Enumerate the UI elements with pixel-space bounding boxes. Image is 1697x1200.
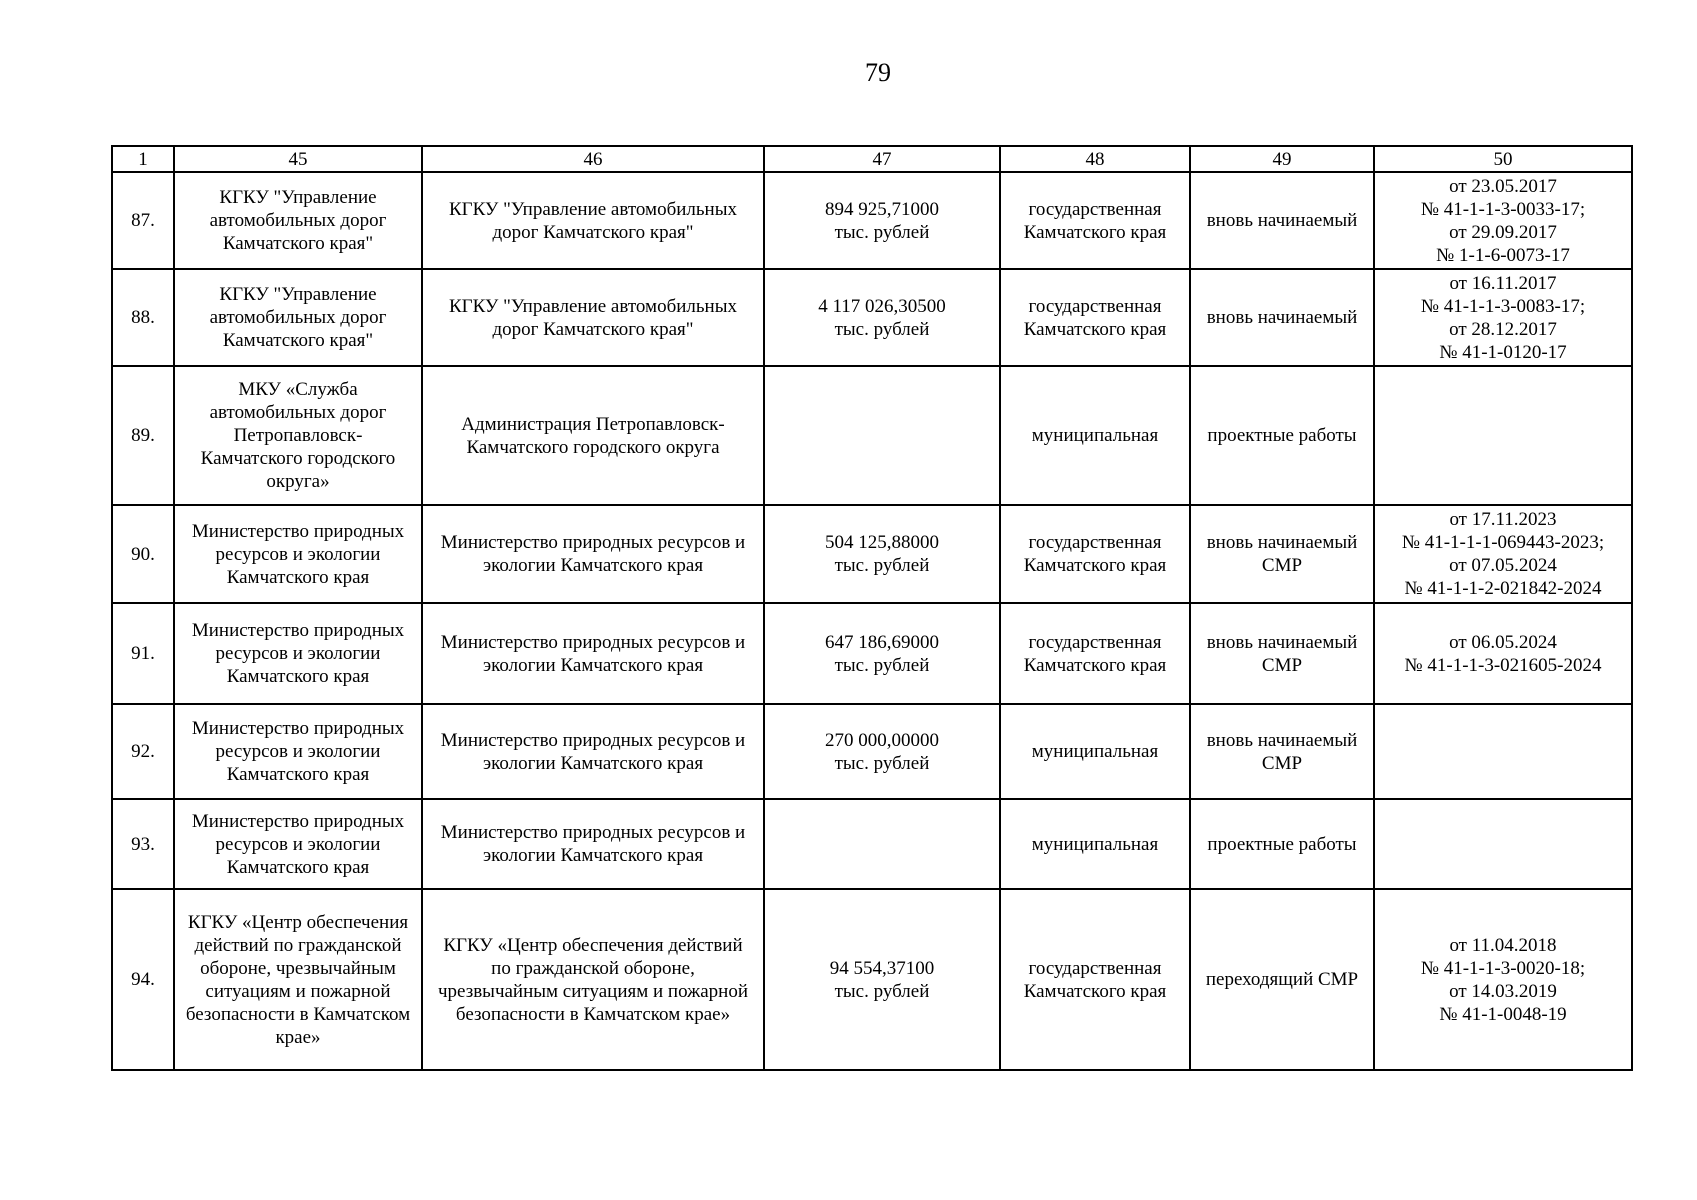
- expertise-cell: от 16.11.2017 № 41-1-1-3-0083-17; от 28.12.2017 № 41-1-0120-17: [1374, 269, 1632, 366]
- customer-cell: Министерство природных ресурсов и экологии Камчатского края: [174, 799, 422, 889]
- table-row: [112, 704, 1632, 799]
- ownership-cell: государственная Камчатского края: [1000, 603, 1190, 704]
- ownership-cell: государственная Камчатского края: [1000, 172, 1190, 269]
- table-row: [112, 603, 1632, 704]
- expertise-cell: [1374, 704, 1632, 799]
- customer-cell: Министерство природных ресурсов и экологии Камчатского края: [174, 505, 422, 603]
- ownership-cell: государственная Камчатского края: [1000, 889, 1190, 1070]
- column-header: 47: [764, 146, 1000, 172]
- column-header: 46: [422, 146, 764, 172]
- data-table: [111, 145, 1633, 1071]
- developer-cell: Министерство природных ресурсов и экологии Камчатского края: [422, 799, 764, 889]
- ownership-cell: муниципальная: [1000, 799, 1190, 889]
- developer-cell: Министерство природных ресурсов и экологии Камчатского края: [422, 505, 764, 603]
- expertise-cell: от 11.04.2018 № 41-1-1-3-0020-18; от 14.03.2019 № 41-1-0048-19: [1374, 889, 1632, 1070]
- cost-cell: 647 186,69000 тыс. рублей: [764, 603, 1000, 704]
- column-header: 1: [112, 146, 174, 172]
- expertise-cell: от 06.05.2024 № 41-1-1-3-021605-2024: [1374, 603, 1632, 704]
- ownership-cell: муниципальная: [1000, 366, 1190, 505]
- table-row: [112, 172, 1632, 269]
- customer-cell: КГКУ "Управление автомобильных дорог Камчатского края": [174, 172, 422, 269]
- expertise-cell: от 17.11.2023 № 41-1-1-1-069443-2023; от 07.05.2024 № 41-1-1-2-021842-2024: [1374, 505, 1632, 603]
- stage-cell: вновь начинаемый СМР: [1190, 704, 1374, 799]
- cost-cell: 270 000,00000 тыс. рублей: [764, 704, 1000, 799]
- row-number: 92.: [112, 704, 174, 799]
- developer-cell: КГКУ "Управление автомобильных дорог Камчатского края": [422, 172, 764, 269]
- page-number: 79: [865, 58, 891, 87]
- stage-cell: вновь начинаемый СМР: [1190, 505, 1374, 603]
- row-number: 89.: [112, 366, 174, 505]
- cost-cell: [764, 366, 1000, 505]
- expertise-cell: [1374, 366, 1632, 505]
- customer-cell: Министерство природных ресурсов и экологии Камчатского края: [174, 704, 422, 799]
- developer-cell: Министерство природных ресурсов и экологии Камчатского края: [422, 704, 764, 799]
- stage-cell: вновь начинаемый: [1190, 269, 1374, 366]
- row-number: 87.: [112, 172, 174, 269]
- cost-cell: 4 117 026,30500 тыс. рублей: [764, 269, 1000, 366]
- table-row: [112, 269, 1632, 366]
- table-row: [112, 799, 1632, 889]
- row-number: 90.: [112, 505, 174, 603]
- cost-cell: 894 925,71000 тыс. рублей: [764, 172, 1000, 269]
- stage-cell: проектные работы: [1190, 366, 1374, 505]
- expertise-cell: от 23.05.2017 № 41-1-1-3-0033-17; от 29.09.2017 № 1-1-6-0073-17: [1374, 172, 1632, 269]
- column-header: 49: [1190, 146, 1374, 172]
- cost-cell: 504 125,88000 тыс. рублей: [764, 505, 1000, 603]
- ownership-cell: государственная Камчатского края: [1000, 505, 1190, 603]
- column-header: 45: [174, 146, 422, 172]
- customer-cell: МКУ «Служба автомобильных дорог Петропавловск- Камчатского городского округа»: [174, 366, 422, 505]
- table-row: [112, 889, 1632, 1070]
- stage-cell: вновь начинаемый: [1190, 172, 1374, 269]
- developer-cell: Министерство природных ресурсов и экологии Камчатского края: [422, 603, 764, 704]
- customer-cell: КГКУ "Управление автомобильных дорог Камчатского края": [174, 269, 422, 366]
- cost-cell: 94 554,37100 тыс. рублей: [764, 889, 1000, 1070]
- expertise-cell: [1374, 799, 1632, 889]
- row-number: 93.: [112, 799, 174, 889]
- cost-cell: [764, 799, 1000, 889]
- ownership-cell: муниципальная: [1000, 704, 1190, 799]
- ownership-cell: государственная Камчатского края: [1000, 269, 1190, 366]
- customer-cell: Министерство природных ресурсов и экологии Камчатского края: [174, 603, 422, 704]
- column-header: 50: [1374, 146, 1632, 172]
- stage-cell: переходящий СМР: [1190, 889, 1374, 1070]
- customer-cell: КГКУ «Центр обеспечения действий по гражданской обороне, чрезвычайным ситуациям и пожарной безопасности в Камчатском крае»: [174, 889, 422, 1070]
- row-number: 94.: [112, 889, 174, 1070]
- stage-cell: проектные работы: [1190, 799, 1374, 889]
- row-number: 88.: [112, 269, 174, 366]
- developer-cell: КГКУ "Управление автомобильных дорог Камчатского края": [422, 269, 764, 366]
- row-number: 91.: [112, 603, 174, 704]
- table-row: [112, 366, 1632, 505]
- stage-cell: вновь начинаемый СМР: [1190, 603, 1374, 704]
- header-row: [112, 146, 1632, 172]
- developer-cell: Администрация Петропавловск- Камчатского городского округа: [422, 366, 764, 505]
- column-header: 48: [1000, 146, 1190, 172]
- developer-cell: КГКУ «Центр обеспечения действий по гражданской обороне, чрезвычайным ситуациям и пожарной безопасности в Камчатском крае»: [422, 889, 764, 1070]
- table-row: [112, 505, 1632, 603]
